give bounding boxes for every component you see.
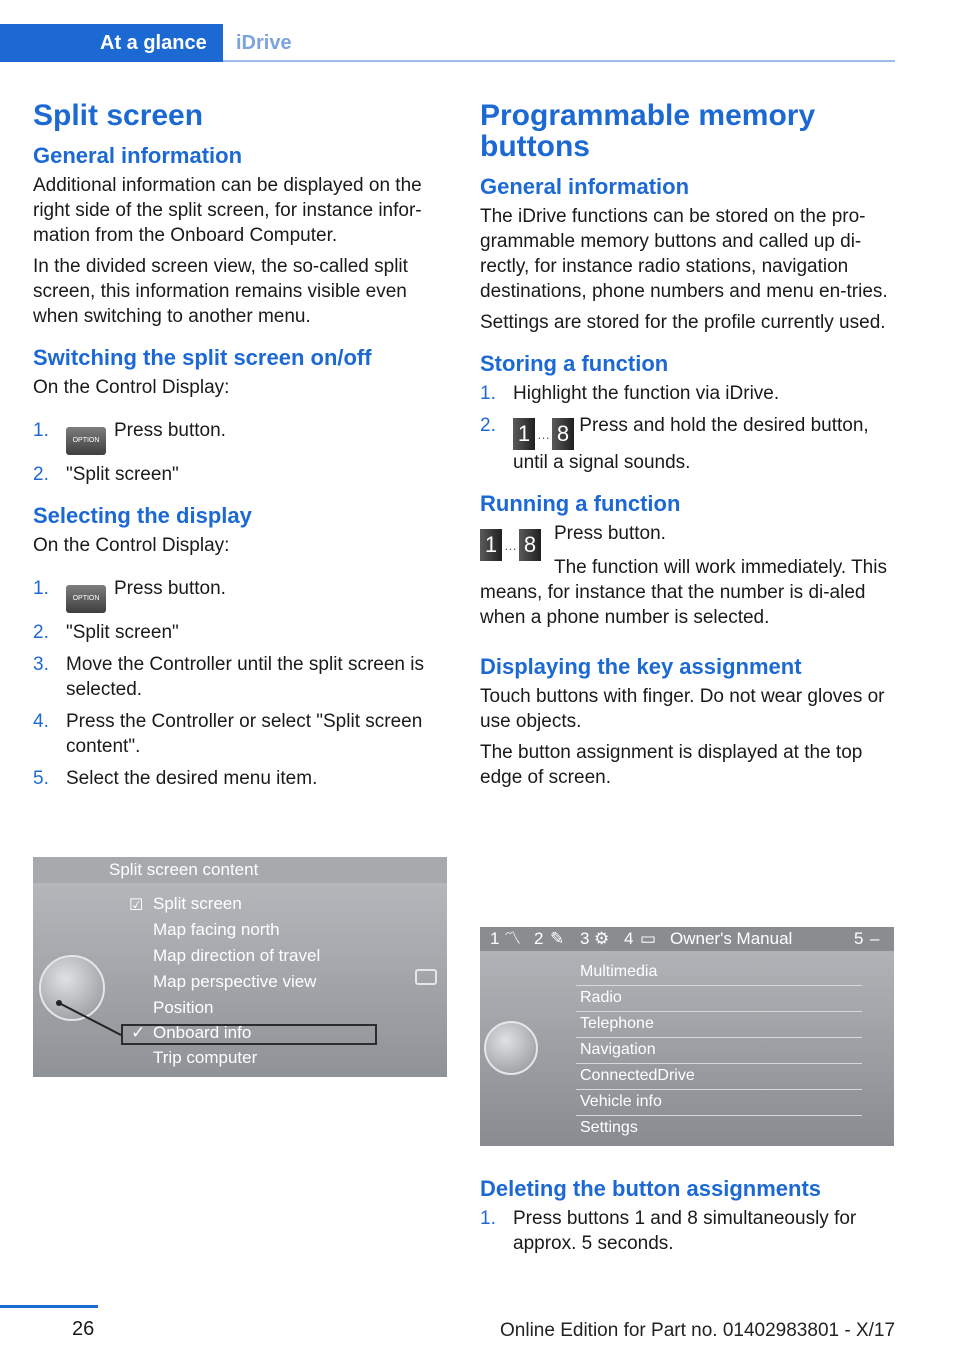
key-8-icon: 8 [552, 418, 574, 450]
right-column [480, 100, 895, 796]
tab-at-a-glance[interactable]: At a glance [0, 24, 223, 62]
tab-idrive[interactable]: iDrive [236, 32, 292, 54]
page-number: 26 [72, 1318, 95, 1340]
split-screen-content-screenshot [33, 857, 447, 1077]
list-item: 1. Highlight the function via iDrive. [480, 383, 780, 404]
menu-item: Map direction of travel [153, 946, 321, 965]
paragraph: On the Control Display: [33, 377, 230, 398]
menu-item: Map facing north [153, 920, 280, 939]
menu-item: Trip computer [153, 1048, 258, 1067]
deleting-section [480, 1176, 895, 1263]
car-icon: ▭ [640, 929, 657, 948]
gear-icon: ⚙ [594, 929, 610, 948]
menu-item: ConnectedDrive [580, 1067, 695, 1084]
select-steps [33, 576, 448, 791]
paragraph: Touch buttons with finger. Do not wear gloves or use objects. [480, 686, 885, 732]
menu-item: Vehicle info [580, 1093, 662, 1110]
menu-item: Telephone [580, 1015, 654, 1032]
heading-storing: Storing a function [480, 351, 669, 376]
deleting-steps [480, 1206, 895, 1256]
list-item: 1. Press buttons 1 and 8 simultaneously for approx. 5 seconds. [480, 1208, 857, 1254]
heading-general-information: General information [480, 174, 690, 199]
menu-item: Map perspective view [153, 972, 317, 991]
page-number-bar [0, 1305, 98, 1308]
phone-signal-icon: 〽 [504, 929, 521, 948]
menu-item: Multimedia [580, 963, 658, 980]
list-item: 4. Press the Controller or select "Split screen content". [33, 711, 423, 757]
key-1-icon: 1 [513, 418, 535, 450]
menu-item: Settings [580, 1119, 638, 1136]
heading-deleting: Deleting the button assignments [480, 1176, 822, 1201]
key-assignment-screenshot [480, 927, 894, 1146]
checkbox-icon: ☑ [129, 897, 144, 914]
menu-item: Navigation [580, 1041, 656, 1058]
page-header [0, 24, 895, 62]
heading-displaying: Displaying the key assignment [480, 654, 802, 679]
heading-switching: Switching the split screen on/off [33, 345, 372, 370]
paragraph: On the Control Display: [33, 535, 230, 556]
list-item: 1. OPTION Press button. [33, 418, 448, 455]
running-block [480, 521, 895, 571]
edition-footer: Online Edition for Part no. 01402983801 - X/17 [500, 1320, 896, 1341]
heading-selecting-display: Selecting the display [33, 503, 252, 528]
list-item: 2. "Split screen" [33, 622, 179, 643]
menu-item: Position [153, 998, 214, 1017]
option-button-icon: OPTION [66, 585, 106, 613]
heading-running: Running a function [480, 491, 681, 516]
header-divider [223, 60, 895, 62]
paragraph: Settings are stored for the profile currently used. [480, 312, 886, 333]
heading-general-information: General information [33, 143, 243, 168]
left-column [33, 100, 448, 798]
list-item: 3. Move the Controller until the split screen is selected. [33, 654, 424, 700]
option-button-icon: OPTION [66, 427, 106, 455]
side-panel-icon [415, 969, 437, 985]
list-item: 2. "Split screen" [33, 464, 179, 485]
list-item: 2. 1 … 8 Press and hold the desired button, until a signal sounds. [480, 415, 869, 473]
section-title-split-screen: Split screen [33, 99, 204, 132]
paragraph: In the divided screen view, the so-called split screen, this information remains visible even when switching to another menu. [33, 256, 408, 327]
list-item: 5. Select the desired menu item. [33, 768, 318, 789]
memory-keys-icon: 1 … 8 [480, 529, 541, 561]
paragraph: The function will work immediately. This means, for instance that the number is di-aled when a phone number is selected. [480, 557, 887, 628]
paragraph: The iDrive functions can be stored on the pro-grammable memory buttons and called up di-rectly, for instance radio stations, navigation destinations, phone numbers and menu en-tries. [480, 206, 888, 302]
key-assignment-bar: 1 〽 2 ✎ 3 ⚙ 4 ▭ Owner's Manual 5 – [480, 927, 894, 951]
paragraph: Additional information can be displayed on the right side of the split screen, for instance infor-mation from the Onboard Computer. [33, 175, 422, 246]
switch-steps [33, 418, 448, 487]
menu-item: Radio [580, 989, 622, 1006]
screen-title: Split screen content [33, 857, 447, 883]
pointer-line [33, 857, 447, 1077]
controller-icon [484, 1021, 538, 1075]
list-item: 1. OPTION Press button. [33, 576, 448, 613]
storing-steps [480, 381, 895, 475]
menu-item: Split screen [153, 894, 242, 913]
menu-item-selected: Onboard info [153, 1023, 252, 1042]
dash-icon: – [870, 929, 880, 948]
section-title-memory-buttons: Programmable memory buttons [480, 99, 816, 163]
check-icon: ✓ [131, 1023, 146, 1042]
wrench-icon: ✎ [550, 929, 565, 948]
paragraph: Press button. [554, 523, 666, 544]
paragraph: The button assignment is displayed at the top edge of screen. [480, 742, 863, 788]
